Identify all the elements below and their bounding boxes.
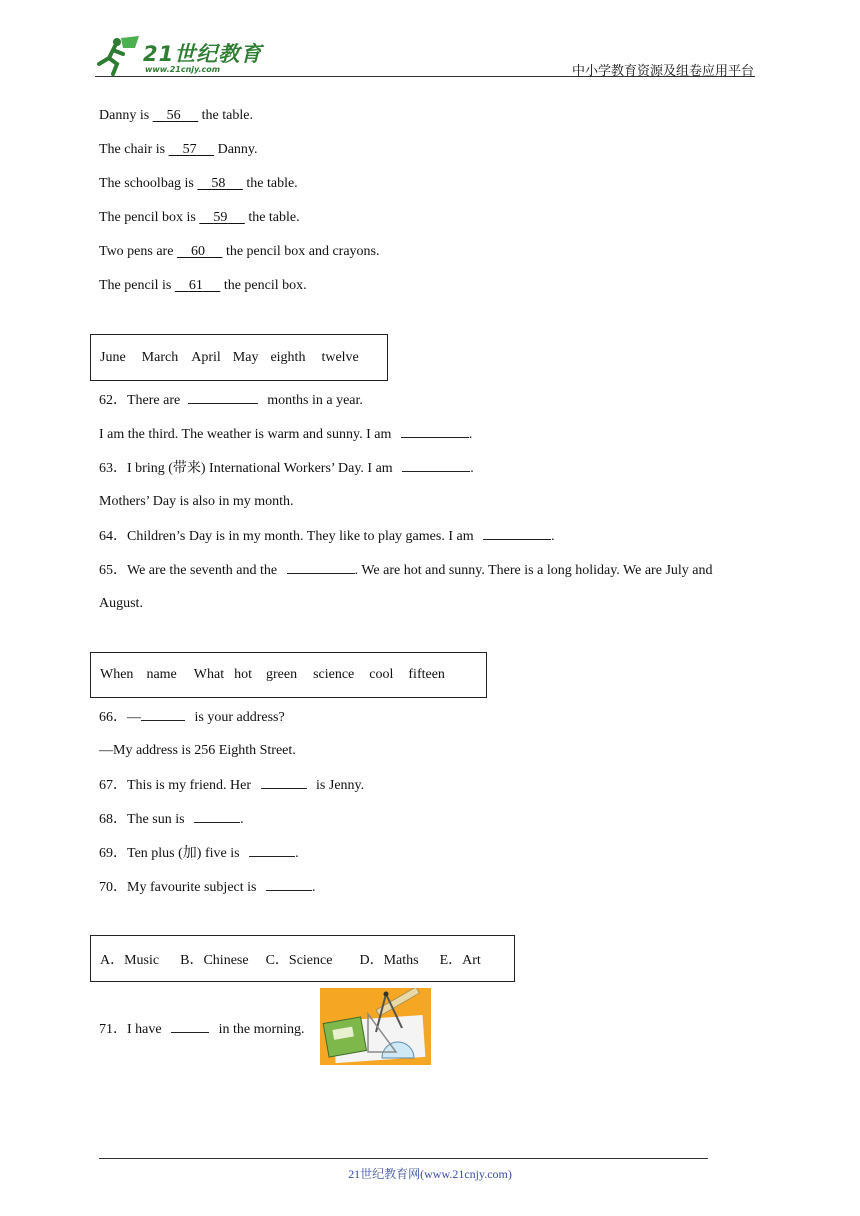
word-twelve: twelve xyxy=(321,349,359,365)
word-green: green xyxy=(265,667,298,682)
q62-line: 62．There are months in a year. xyxy=(99,390,363,411)
option-a: A．Music xyxy=(100,952,160,968)
header-divider xyxy=(95,76,755,77)
q63-line: 63．I bring (带来) International Workers’ Day. I am . xyxy=(99,458,474,479)
options-subjects xyxy=(90,935,515,982)
runner-logo-icon xyxy=(95,34,147,76)
word-bank-months xyxy=(90,334,388,381)
word-name: name xyxy=(146,667,177,682)
word-what: What xyxy=(193,667,225,682)
word-april: April xyxy=(191,349,221,365)
blank-56: 56 xyxy=(166,108,181,123)
q66b-line: —My address is 256 Eighth Street. xyxy=(99,743,296,758)
option-b: B．Chinese xyxy=(180,952,249,968)
blank-61: 61 xyxy=(188,278,203,293)
blank-59: 59 xyxy=(213,210,228,225)
q63b-line: Mothers’ Day is also in my month. xyxy=(99,494,294,509)
q65-line: 65．We are the seventh and the . We are hot and sunny. There is a long holiday. We are July and xyxy=(99,560,713,581)
q67-line: 67．This is my friend. Her is Jenny. xyxy=(99,775,364,796)
q64-line: 64．Children’s Day is in my month. They like to play games. I am . xyxy=(99,526,555,547)
blank-60: 60 xyxy=(190,244,205,259)
word-science: science xyxy=(313,667,355,682)
logo-title: 21世纪教育 xyxy=(143,42,263,66)
blank-58: 58 xyxy=(211,176,226,191)
logo-url: www.21cnjy.com xyxy=(145,65,221,74)
q61-line: The pencil is 61 the pencil box. xyxy=(99,276,307,296)
word-when: When xyxy=(100,667,134,682)
footer-text: 21世纪教育网(www.21cnjy.com) xyxy=(348,1167,512,1181)
q71-line: 71．I have in the morning. xyxy=(99,1019,305,1040)
option-d: D．Maths xyxy=(359,952,419,968)
q69-line: 69．Ten plus (加) five is . xyxy=(99,843,299,864)
word-cool: cool xyxy=(369,667,394,682)
word-may: May xyxy=(232,349,259,365)
word-eighth: eighth xyxy=(270,349,306,365)
blank-57: 57 xyxy=(182,142,197,157)
q62b-line: I am the third. The weather is warm and sunny. I am . xyxy=(99,424,472,445)
q57-line: The chair is 57 Danny. xyxy=(99,140,258,160)
header-logo xyxy=(95,34,265,76)
word-june: June xyxy=(100,349,126,365)
q70-line: 70．My favourite subject is . xyxy=(99,877,315,898)
q66-line: 66．— is your address? xyxy=(99,707,285,728)
option-c: C．Science xyxy=(265,952,333,968)
word-bank-vocab xyxy=(90,652,487,698)
q68-line: 68．The sun is . xyxy=(99,809,244,830)
q59-line: The pencil box is 59 the table. xyxy=(99,208,300,228)
word-fifteen: fifteen xyxy=(408,667,445,682)
header-platform-text: 中小学教育资源及组卷应用平台 xyxy=(572,63,755,78)
q58-line: The schoolbag is 58 the table. xyxy=(99,174,298,194)
option-e: E．Art xyxy=(439,952,481,968)
q56-line: Danny is 56 the table. xyxy=(99,106,253,126)
word-hot: hot xyxy=(234,667,252,682)
ruler-compass-book-icon xyxy=(320,988,431,1065)
maths-tools-image xyxy=(320,988,431,1065)
q60-line: Two pens are 60 the pencil box and crayons. xyxy=(99,242,380,262)
word-march: March xyxy=(141,349,179,365)
footer-divider xyxy=(99,1158,708,1159)
q65b-line: August. xyxy=(99,596,143,611)
